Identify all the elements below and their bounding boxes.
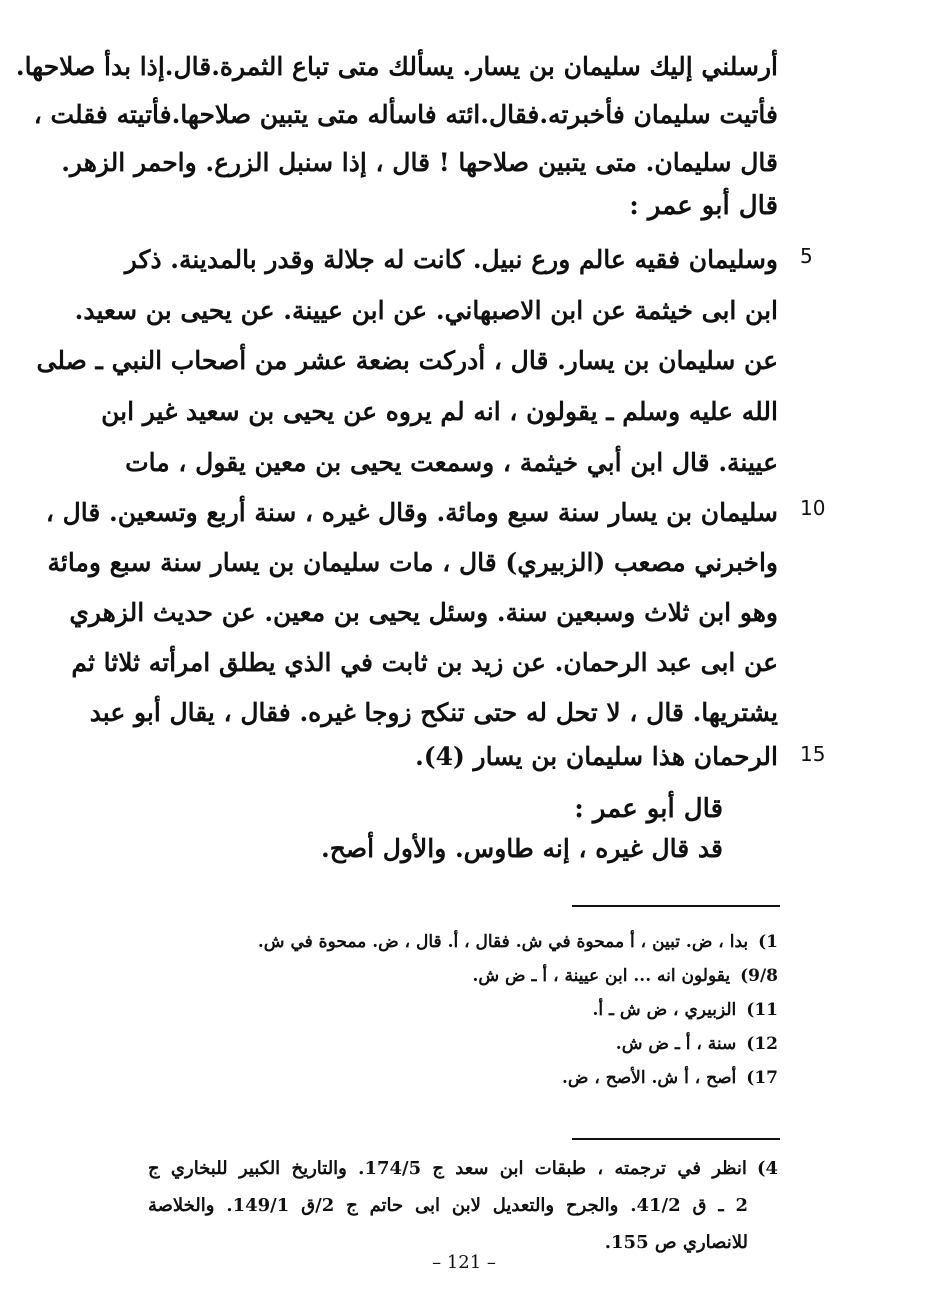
footnote-number: 12): [746, 1034, 778, 1054]
footnote: [218, 993, 778, 1027]
footnote: [218, 925, 778, 959]
text-line: الرحمان هذا سليمان بن يسار (4).: [415, 742, 778, 771]
text-line: عيينة. قال ابن أبي خيثمة ، وسمعت يحيى بن معين يقول ، مات: [125, 448, 778, 477]
footnote-number: 9/8): [740, 966, 778, 986]
reference-note-line: 2 ـ ق 41/2. والجرح والتعديل لابن ابى حاتم ج 2/ق 149/1. والخلاصة: [148, 1195, 748, 1216]
line-number: 5: [800, 244, 813, 268]
footnote: [218, 1027, 778, 1061]
text-line: عن ابى عبد الرحمان. عن زيد بن ثابت في الذي يطلق امرأته ثلاثا ثم: [71, 648, 778, 677]
section-heading: قال أبو عمر :: [629, 191, 778, 221]
reference-note-text: انظر في ترجمته ، طبقات ابن سعد ج 174/5. والتاريخ الكبير للبخاري ج: [148, 1158, 747, 1179]
footnote: [218, 1061, 778, 1095]
footnote-text: يقولون انه ... ابن عيينة ، أ ـ ض ش.: [472, 966, 731, 986]
text-line: فأتيت سليمان فأخبرته.فقال.ائته فاسأله متى يتبين صلاحها.فأتيته فقلت ،: [33, 100, 778, 129]
section-heading: قال أبو عمر :: [574, 794, 723, 824]
footnote-number: 11): [746, 1000, 778, 1020]
text-line: الله عليه وسلم ـ يقولون ، انه لم يروه عن يحيى بن سعيد غير ابن: [101, 397, 778, 426]
footnote: [218, 959, 778, 993]
footnote-text: بدا ، ض. تبين ، أ ممحوة في ش. فقال ، أ. قال ، ض. ممحوة في ش.: [257, 932, 749, 952]
reference-note: [148, 1150, 778, 1261]
text-line: ابن ابى خيثمة عن ابن الاصبهاني. عن ابن عيينة. عن يحيى بن سعيد.: [74, 296, 778, 325]
page-number: – 121 –: [432, 1252, 496, 1273]
closing-line: قد قال غيره ، إنه طاوس. والأول أصح.: [321, 834, 723, 863]
reference-note-line: للانصاري ص 155.: [604, 1232, 748, 1253]
footnote-text: أصح ، أ ش. الأصح ، ض.: [561, 1068, 737, 1088]
line-number: 10: [800, 496, 826, 520]
text-line: أرسلني إليك سليمان بن يسار. يسألك متى تباع الثمرة.قال.إذا بدأ صلاحها.: [15, 52, 778, 81]
footnote-number: 17): [746, 1068, 778, 1088]
text-line: وهو ابن ثلاث وسبعين سنة. وسئل يحيى بن معين. عن حديث الزهري: [69, 598, 778, 627]
text-line: واخبرني مصعب (الزبيري) قال ، مات سليمان بن يسار سنة سبع ومائة: [47, 548, 778, 577]
footnote-number: 1): [758, 932, 778, 952]
line-number: 15: [800, 742, 826, 766]
footnote-text: الزبيري ، ض ش ـ أ.: [592, 1000, 737, 1020]
footnote-separator: [572, 1138, 780, 1140]
footnote-text: سنة ، أ ـ ض ش.: [615, 1034, 737, 1054]
text-line: عن سليمان بن يسار. قال ، أدركت بضعة عشر من أصحاب النبي ـ صلى: [36, 346, 778, 375]
text-line: يشتريها. قال ، لا تحل له حتى تنكح زوجا غيره. فقال ، يقال أبو عبد: [89, 698, 778, 727]
footnote-number: 4): [756, 1158, 778, 1179]
footnote-separator: [572, 905, 780, 907]
reference-note-line: [148, 1150, 778, 1187]
text-line: قال سليمان. متى يتبين صلاحها ! قال ، إذا سنبل الزرع. واحمر الزهر.: [61, 148, 778, 177]
text-line: سليمان بن يسار سنة سبع ومائة. وقال غيره ، سنة أربع وتسعين. قال ،: [45, 498, 778, 527]
text-line: وسليمان فقيه عالم ورع نبيل. كانت له جلالة وقدر بالمدينة. ذكر: [124, 245, 778, 274]
